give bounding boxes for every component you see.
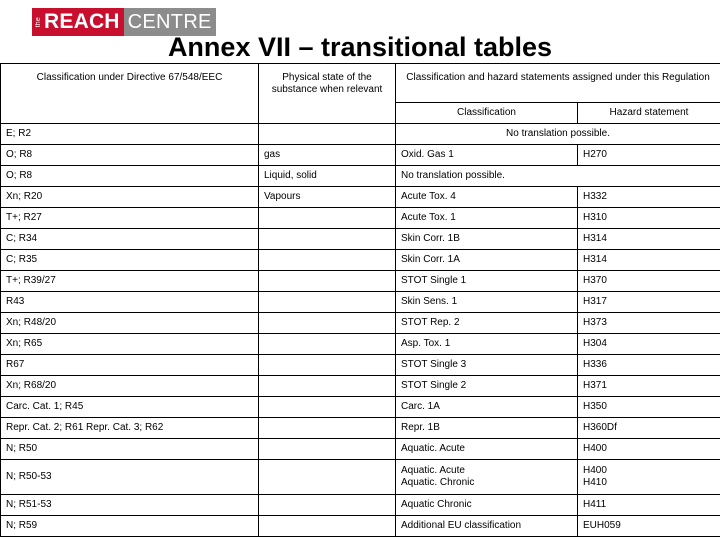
cell-hazard-statement: H360Df [578, 418, 720, 439]
cell-no-translation: No translation possible. [396, 166, 720, 187]
hazard-line: H410 [583, 477, 607, 488]
cell-classification: STOT Single 2 [396, 376, 578, 397]
cell-no-translation: No translation possible. [396, 124, 720, 145]
cell-classification: Skin Corr. 1B [396, 229, 578, 250]
logo-centre-text: CENTRE [127, 10, 212, 33]
cell-physical-state: Liquid, solid [259, 166, 396, 187]
cell-classification: STOT Single 1 [396, 271, 578, 292]
table-row [1, 145, 720, 166]
cell-physical-state [259, 418, 396, 439]
cell-classification: Repr. 1B [396, 418, 578, 439]
header-row [1, 64, 720, 103]
cell-physical-state [259, 460, 396, 495]
cell-classification: Carc. 1A [396, 397, 578, 418]
cell-physical-state [259, 334, 396, 355]
cell-directive: R43 [1, 292, 259, 313]
cell-hazard-statement: H314 [578, 229, 720, 250]
classification-line: Aquatic. Acute [401, 465, 465, 476]
table-row [1, 229, 720, 250]
table-row [1, 397, 720, 418]
cell-physical-state [259, 250, 396, 271]
cell-physical-state [259, 313, 396, 334]
cell-directive: O; R8 [1, 145, 259, 166]
cell-directive: Xn; R48/20 [1, 313, 259, 334]
cell-physical-state [259, 208, 396, 229]
cell-hazard-statement: H373 [578, 313, 720, 334]
cell-hazard-statement: H314 [578, 250, 720, 271]
cell-hazard-statement [578, 460, 720, 495]
table-row [1, 460, 720, 495]
cell-physical-state [259, 376, 396, 397]
cell-physical-state [259, 439, 396, 460]
cell-directive: N; R50 [1, 439, 259, 460]
cell-classification: Oxid. Gas 1 [396, 145, 578, 166]
cell-physical-state [259, 124, 396, 145]
cell-directive: T+; R39/27 [1, 271, 259, 292]
cell-hazard-statement: H270 [578, 145, 720, 166]
cell-directive: N; R51-53 [1, 495, 259, 516]
cell-hazard-statement: H350 [578, 397, 720, 418]
cell-hazard-statement: H370 [578, 271, 720, 292]
classification-line: Aquatic. Chronic [401, 477, 475, 488]
page-title: Annex VII – transitional tables [167, 32, 553, 62]
cell-directive: Xn; R65 [1, 334, 259, 355]
cell-classification: Acute Tox. 4 [396, 187, 578, 208]
cell-directive: O; R8 [1, 166, 259, 187]
header-classification: Classification [396, 103, 578, 124]
cell-classification: Additional EU classification [396, 516, 578, 537]
table-row [1, 516, 720, 537]
logo-reach-text: REACH [44, 10, 120, 33]
table-row [1, 166, 720, 187]
cell-hazard-statement: H317 [578, 292, 720, 313]
cell-hazard-statement: H304 [578, 334, 720, 355]
table-row [1, 271, 720, 292]
table-row [1, 124, 720, 145]
cell-classification: STOT Single 3 [396, 355, 578, 376]
cell-directive: C; R35 [1, 250, 259, 271]
cell-directive: C; R34 [1, 229, 259, 250]
header-regulation-group: Classification and hazard statements assigned under this Regulation [396, 64, 720, 103]
table-row [1, 313, 720, 334]
cell-physical-state [259, 229, 396, 250]
cell-directive: N; R59 [1, 516, 259, 537]
table-row [1, 187, 720, 208]
cell-physical-state [259, 397, 396, 418]
cell-hazard-statement: H411 [578, 495, 720, 516]
table-row [1, 495, 720, 516]
cell-classification: Skin Sens. 1 [396, 292, 578, 313]
cell-physical-state: gas [259, 145, 396, 166]
cell-physical-state [259, 495, 396, 516]
header-hazard-statement: Hazard statement [578, 103, 720, 124]
cell-directive: T+; R27 [1, 208, 259, 229]
cell-classification: Acute Tox. 1 [396, 208, 578, 229]
hazard-line: H400 [583, 465, 607, 476]
cell-classification: STOT Rep. 2 [396, 313, 578, 334]
cell-physical-state [259, 292, 396, 313]
header-physical-state: Physical state of the substance when relevant [259, 64, 396, 124]
cell-classification [396, 460, 578, 495]
cell-physical-state [259, 516, 396, 537]
cell-hazard-statement: H400 [578, 439, 720, 460]
cell-directive: Xn; R20 [1, 187, 259, 208]
cell-classification: Aquatic Chronic [396, 495, 578, 516]
cell-physical-state [259, 355, 396, 376]
cell-directive: N; R50-53 [1, 460, 259, 495]
cell-directive: R67 [1, 355, 259, 376]
cell-hazard-statement: H336 [578, 355, 720, 376]
cell-directive: Xn; R68/20 [1, 376, 259, 397]
cell-classification: Asp. Tox. 1 [396, 334, 578, 355]
cell-classification: Aquatic. Acute [396, 439, 578, 460]
cell-hazard-statement: H332 [578, 187, 720, 208]
table-row [1, 208, 720, 229]
header-classification-directive: Classification under Directive 67/548/EEC [1, 64, 259, 124]
cell-physical-state [259, 271, 396, 292]
cell-hazard-statement: H371 [578, 376, 720, 397]
table-row [1, 355, 720, 376]
cell-physical-state: Vapours [259, 187, 396, 208]
cell-hazard-statement: EUH059 [578, 516, 720, 537]
cell-directive: E; R2 [1, 124, 259, 145]
cell-classification: Skin Corr. 1A [396, 250, 578, 271]
table-row [1, 439, 720, 460]
table-row [1, 376, 720, 397]
cell-directive: Carc. Cat. 1; R45 [1, 397, 259, 418]
table-row [1, 292, 720, 313]
logo-prefix: the [35, 16, 42, 28]
cell-hazard-statement: H310 [578, 208, 720, 229]
cell-directive: Repr. Cat. 2; R61 Repr. Cat. 3; R62 [1, 418, 259, 439]
table-row [1, 334, 720, 355]
table-row [1, 250, 720, 271]
transitional-table [0, 63, 720, 537]
table-row [1, 418, 720, 439]
